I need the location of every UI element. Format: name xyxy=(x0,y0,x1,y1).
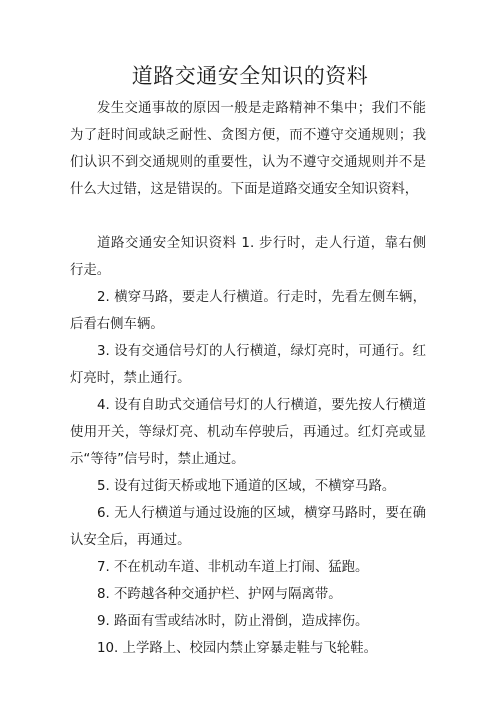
list-item: 10. 上学路上、校园内禁止穿暴走鞋与飞轮鞋。 xyxy=(97,641,377,656)
list-item: 3. 设有交通信号灯的人行横道，绿灯亮时，可通行。红灯亮时，禁止通行。 xyxy=(70,344,426,386)
intro-paragraph: 发生交通事故的原因一般是走路精神不集中；我们不能为了赶时间或缺乏耐性、贪图方便，而不遵守交通规则；我们认识不到交通规则的重要性，认为不遵守交通规则并不是什么大过错，这是错误的。下面是道路交通安全知识资料， xyxy=(70,101,426,197)
list-item: 5. 设有过街天桥或地下通道的区域，不横穿马路。 xyxy=(97,479,396,494)
list-item: 9. 路面有雪或结冰时，防止滑倒，造成摔伤。 xyxy=(97,614,369,629)
list-item: 8. 不跨越各种交通护栏、护网与隔离带。 xyxy=(97,587,342,602)
list-item: 7. 不在机动车道、非机动车道上打闹、猛跑。 xyxy=(97,560,369,575)
list-item: 道路交通安全知识资料 1. 步行时，走人行道，靠右侧行走。 xyxy=(70,236,426,278)
document-title: 道路交通安全知识的资料 xyxy=(131,64,369,88)
list-item: 4. 设有自助式交通信号灯的人行横道，要先按人行横道使用开关，等绿灯亮、机动车停驶后，再通过。红灯亮或显示“等待”信号时，禁止通过。 xyxy=(70,398,426,467)
list-item: 2. 横穿马路，要走人行横道。行走时，先看左侧车辆，后看右侧车辆。 xyxy=(70,290,426,332)
list-item: 6. 无人行横道与通过设施的区域，横穿马路时，要在确认安全后，再通过。 xyxy=(70,506,426,548)
